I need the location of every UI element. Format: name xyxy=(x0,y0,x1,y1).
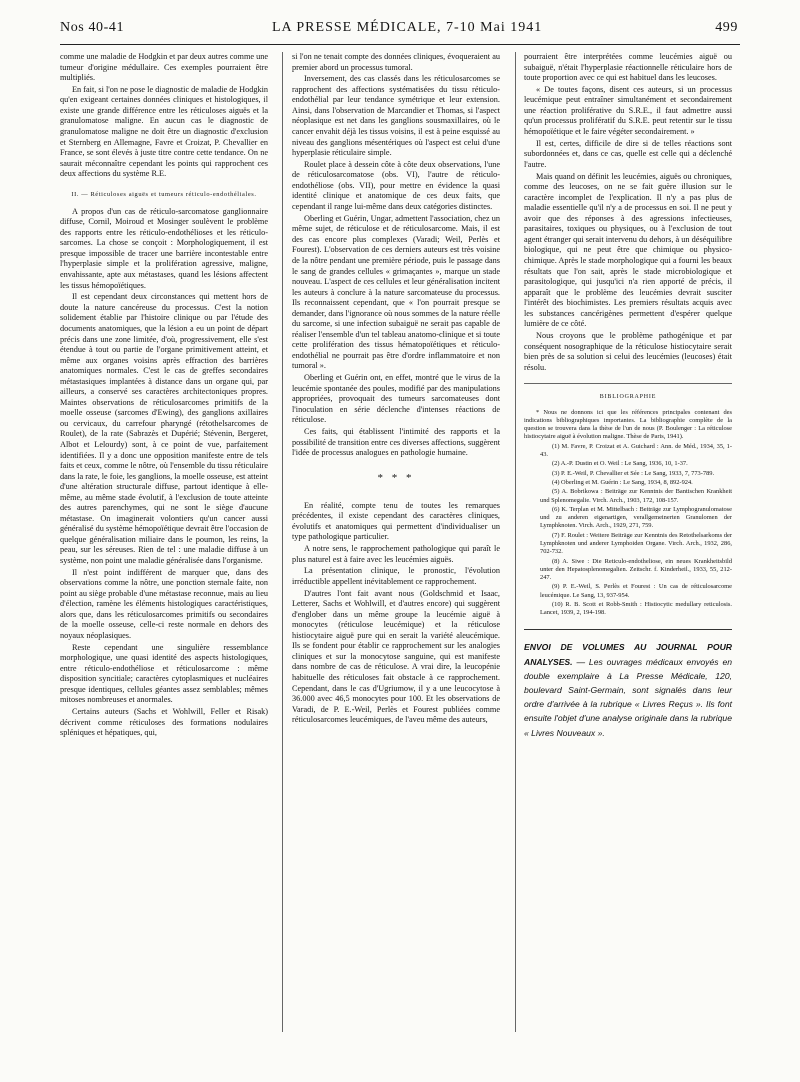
paragraph: « De toutes façons, disent ces auteurs, si un processus leucémique peut entraîner simultanément et secondairement une réaction proliférative du S.R.E., il faut admettre aussi qu'un processus prolifératif du S.R.E. peut retentir sur le tissu hémopoïétique et le faire végéter secondairement. » xyxy=(524,84,732,137)
paragraph: Mais quand on définit les leucémies, aiguës ou chroniques, comme des leucoses, on ne se fait guère illusion sur le caractère incomplet de l'explication. Il n'y a pas plus de maladie essentielle qu'il n'y a de processus en soi. Il ne peut y avoir que des réponses à des agressions infectieuses, parasitaires, toxiques ou physiques, ou à l'exclusion de tout agent étranger qui serait intervenu du dehors, à un déséquilibre biologique, qui ne peut être que chimique ou physico-chimique. Après le stade morphologique qui a fourni les beaux résultats que l'on sait, après le stade microbiologique et parasitologique, qui jusqu'ici n'a rien apporté de précis, il apparaît que le problème des leucémies devrait susciter l'intérêt des biochimistes. Les premiers résultats acquis avec les substances cancérigènes permettent d'espérer quelque lumière de ce côté. xyxy=(524,171,732,329)
notice-title: ENVOI DE VOLUMES AU JOURNAL POUR ANALYSES. xyxy=(524,642,732,667)
column-divider-left xyxy=(282,52,283,1032)
paragraph: En fait, si l'on ne pose le diagnostic de maladie de Hodgkin qu'en exigeant certaines données cliniques et histologiques, il existe une grande différence entre les réticuloses aiguës et la granulomatose maligne. En aucun cas le diagnostic de granulomatose maligne ne doit être un diagnostic d'exclusion et Sternberg en Allemagne, Favre et Croizat, P. Chevallier en France, se sont élevés à juste titre contre cette tendance. On ne saurait méconnaître cependant les points qui rapprochent ces deux affections du système R.E. xyxy=(60,84,268,179)
paragraph: Ces faits, qui établissent l'intimité des rapports et la possibilité de transition entre ces diverses affections, suggèrent l'idée de processus analogues en pathologie humaine. xyxy=(292,427,500,458)
paragraph: Oberling et Guérin ont, en effet, montré que le virus de la leucémie spontanée des poules, modifié par des manipulations appropriées, provoquait des tumeurs sarcomateuses dont l'inoculation en série déclenche d'intenses réactions de réticulose. xyxy=(292,373,500,425)
paragraph: Certains auteurs (Sachs et Wohlwill, Feller et Risak) décrivent comme réticuloses des formations nodulaires spléniques et hépatiques, qui, xyxy=(60,707,268,738)
paragraph: Il n'est point indifférent de marquer que, dans des observations comme la nôtre, une ponction sternale faite, non point au siège probable d'une métastase reconnue, mais au lieu d'élection, ramène les éléments histologiques caractéristiques, alors que, dans les réticulosarcomes primitifs ou secondaires de la moelle osseuse, celle-ci reste normale en dehors des noyaux néoplasiques. xyxy=(60,567,268,640)
journal-title: LA PRESSE MÉDICALE, 7-10 Mai 1941 xyxy=(272,20,543,35)
paragraph: Inversement, des cas classés dans les réticulosarcomes se rapprochent des affections systématisées du tissu réticulo-endothélial par leur tendance symétrique et leur extension. Ainsi, dans l'observation de Marcandier et Thomas, si l'aspect néoplasique est net dans les ganglions sousmaxillaires, où le cancer envahit déjà les tissus voisins, il est à peine esquissé au niveau des ganglions mésentériques où l'aspect est celui d'une hyperplasie réticulaire simple. xyxy=(292,74,500,158)
bibliography xyxy=(524,383,732,617)
paragraph: La présentation clinique, le pronostic, l'évolution irréductible appellent inévitablement ce rapprochement. xyxy=(292,566,500,586)
page-header xyxy=(60,20,740,42)
reference-item: (8) A. Siwe : Die Reticulo-endotheliose, ein neues Krankheitsbild unter den Hepatosplenomegalien. Zeitschr. f. Kinderheil., 1933, 55, 212-247. xyxy=(540,557,732,582)
paragraph: comme une maladie de Hodgkin et par deux autres comme une tumeur d'origine médullaire. Ces exemples pourraient être multipliés. xyxy=(60,52,269,83)
section-heading: II. — Réticuloses aiguës et tumeurs réticulo-endothéliales. xyxy=(71,190,257,198)
reference-item: (6) K. Terplan et M. Mittelbach : Beiträge zur Lymphogranulomatose und zu anderen eigenartigen, verallgemeinerten Granulomen der Lymphknoten. Virch. Arch., 1929, 271, 759. xyxy=(540,506,732,530)
paragraph: Reste cependant une singulière ressemblance morphologique, une quasi identité des aspects histologiques, entre réticulo-endothéliose et réticulosarcome : même disposition syncitiale; caractères cytoplasmiques et nucléaires presque identiques, cellules géantes assez semblables; mêmes mitoses nombreuses et anormales. xyxy=(60,642,268,705)
header-rule xyxy=(60,44,740,45)
reference-item: (4) Oberling et M. Guérin : Le Sang, 1934, 8, 892-924. xyxy=(552,479,693,487)
bibliography-title: BIBLIOGRAPHIE xyxy=(599,394,657,401)
left-column xyxy=(60,52,268,1032)
paragraph: Roulet place à dessein côte à côte deux observations, l'une de réticulosarcomatose (obs. VI), l'autre de réticulo-endothéliose (obs. VII), pour mettre en évidence la quasi identité clinique et anatomique de ces deux faits, que cependant il range lui-même dans deux catégories distinctes. xyxy=(292,159,500,212)
paragraph: si l'on ne tenait compte des données cliniques, évoqueraient au premier abord un processus tumoral. xyxy=(292,52,500,72)
paragraph: Oberling et Guérin, Ungar, admettent l'association, chez un même sujet, de réticulose et de réticulosarcome. Mais, il est des cas encore plus complexes (Varadi; Weil, Perlès et Fourest). L'observation de ces derniers auteurs est très voisine de la nôtre pendant une première période, puis le passage dans le sang de grandes cellules « grimaçantes », marque un stade nouveau. L'aspect de ces cellules et leur généralisation incitent les auteurs à conclure à la nature sarcomateuse du processus. Ils reconnaissent cependant, que « l'on pourrait presque se demander, dans l'ignorance où nous sommes de la nature réelle du sarcome, si une infection subaiguë ne serait pas capable de réaliser l'ensemble d'un tel tableau anatomo-clinique et si toute cette prolifération des tissus hématopoïétiques et réticulo-endothélial ne pourrait pas être d'ordre inflammatoire et non tumoral ». xyxy=(292,213,500,371)
reference-item: (9) P. E.-Weil, S. Perlès et Fourest : Un cas de réticulosarcome leucémique. Le Sang, 13, 937-954. xyxy=(540,583,732,599)
reference-item: (3) P. E.-Weil, P. Chevallier et Sée : Le Sang, 1933, 7, 773-789. xyxy=(552,469,715,477)
paragraph: A propos d'un cas de réticulo-sarcomatose ganglionnaire diffuse, Cornil, Moiroud et Mosinger soulèvent le problème des rapports entre les réticulo-endothélioses et les réticulo-sarcomes. La chose se conçoit : Morphologiquement, il est presque impossible de tracer une barrière incontestable entre l'hyperplasie simple et la prolifération agressive, maligne, envahissante, apte aux métastases, quand les lésions affectent les tissus hémopoïétiques. xyxy=(60,206,268,290)
paragraph: Il est, certes, difficile de dire si de telles réactions sont subordonnées et, dans ce cas, quelle est celle qui a déclenché l'autre. xyxy=(524,138,732,169)
paragraph: Il est cependant deux circonstances qui mettent hors de doute la nature cancéreuse du processus. C'est la notion solidement établie par l'histoire clinique ou par l'étude des documents anatomiques, que la lésion a eu un point de départ précis dans une zone limitée, d'où, progressivement, elle s'est étendue à tout ou partie de l'organe primitivement atteint, et même aux organes voisins après effraction des barrières anatomiques normales. C'est le cas de greffes secondaires métastasiques implantées à distance dans un organe qui, par ailleurs, a conservé ses caractères architectoniques propres. Maintes observations de réticulosarcomes primitifs de la moelle osseuse (sarcomes d'Ewing), des ganglions axillaires ou cervicaux, du carrefour pharyngé (rétothelsarcomes de Roulet), de la rate (Sabrazès et Dupérié; Stévenin, Bergeret, Albot et Lelourdy) sont, à ce point de vue, parfaitement identifiées. Il y a donc une opposition manifeste entre de tels faits et ceux, comme le nôtre, où l'ensemble du tissu réticulaire dans la rate, le foie, les ganglions, la moelle osseuse, est atteint d'une altération structurale diffuse, partout identique à elle-même, au même stade évolutif, à l'exclusion de toute atteinte des autres parenchymes, qui ne sont le siège d'aucune métastase. On imaginerait volontiers qu'un cancer aussi généralisé du système hémopoïétique devrait être l'occasion de quelque généralisation miliaire dans le poumon, les reins, la peau, sur les séreuses. Rien de tel : une maladie diffuse à un système, non point une maladie généralisée dans l'organisme. xyxy=(60,292,268,565)
paragraph: A notre sens, le rapprochement pathologique qui paraît le plus naturel est à faire avec les leucémies aiguës. xyxy=(292,544,500,564)
paragraph: pourraient être interprétées comme leucémies aiguë ou subaiguë, n'était l'hyperplasie réactionnelle réticulaire hors de toute proportion avec ce qui est habituel dans les leucoses. xyxy=(524,52,732,83)
reference-item: (2) A.-P. Dustin et O. Weil : Le Sang, 1936, 10, 1-37. xyxy=(552,460,688,468)
page-number: 499 xyxy=(715,20,738,35)
middle-column xyxy=(292,52,500,1032)
reference-item: (7) F. Roulet : Weitere Beiträge zur Kenntnis des Retothelsarkoms der Lymphknoten und anderer Lymphoiden Organe. Virch. Arch., 1932, 286, 702-732. xyxy=(540,531,732,556)
section-separator: * * * xyxy=(377,471,415,484)
editorial-notice xyxy=(524,629,732,739)
paragraph: D'autres l'ont fait avant nous (Goldschmid et Isaac, Letterer, Sachs et Wohlwill, et d'autres encore) qui suggèrent d'englober dans un même groupe la leucémie aiguë à monocytes (réticulose leucémique) et la réticulose histiocytaire aiguë pure qui en serait la variété aleucémique. Ils se fondent pour établir ce rapprochement sur les analogies cliniques et sur la monocytose sanguine, qui est manifeste dans nombre de cas de réticulose. A vrai dire, la leucopénie habituelle des réticuloses fait obstacle à ce rapprochement. Cependant, dans le cas d'Ugriumow, il y a une leucocytose à 36.000 avec 46,5 monocytes pour 100. Et les observations de Varadi, de P. E.-Weil, Perlès et Fourest publiées comme réticulosarcomes leucémiques, de l'aveu même des auteurs, xyxy=(292,588,500,725)
bibliography-intro: * Nous ne donnons ici que les références principales contenant des indications bibliographiques importantes. La bibliographie complète de la question se trouvera dans la thèse de l'un de nous (P. Boulenger : La réticulose histiocytaire aiguë à évolution maligne. Thèse de Paris, 1941). xyxy=(524,408,732,441)
column-divider-right xyxy=(515,52,516,1032)
reference-item: (5) A. Bobrikowa : Beiträge zur Kenntnis der Bantischen Krankheit und Splenomegalie. Virch. Arch., 1903, 172, 108-157. xyxy=(540,488,732,504)
reference-item: (1) M. Favre, P. Croizat et A. Guichard : Ann. de Méd., 1934, 35, 1-43. xyxy=(540,442,732,458)
reference-item: (10) R. B. Scott et Robb-Smith : Histiocytic medullary reticulosis. Lancet, 1939, 2, 194-198. xyxy=(540,601,732,617)
paragraph: Nous croyons que le problème pathogénique et par conséquent nosographique de la réticulose histiocytaire serait bien près de sa solution si celui des leucémies (leucoses) était résolu. xyxy=(524,330,732,372)
issue-number: Nos 40-41 xyxy=(60,20,125,35)
paragraph: En réalité, compte tenu de toutes les remarques précédentes, il existe cependant des caractères cliniques, évolutifs et anatomiques qui permettent d'individualiser un type pathologique particulier. xyxy=(292,500,500,542)
notice-body: — Les ouvrages médicaux envoyés en double exemplaire à La Presse Médicale, 120, boulevard Saint-Germain, sont signalés dans leur ordre d'arrivée à la rubrique « Livres Reçus ». Ils font ensuite l'objet d'une analyse originale dans la rubrique « Livres Nouveaux ». xyxy=(524,656,732,738)
right-column xyxy=(524,52,732,1052)
